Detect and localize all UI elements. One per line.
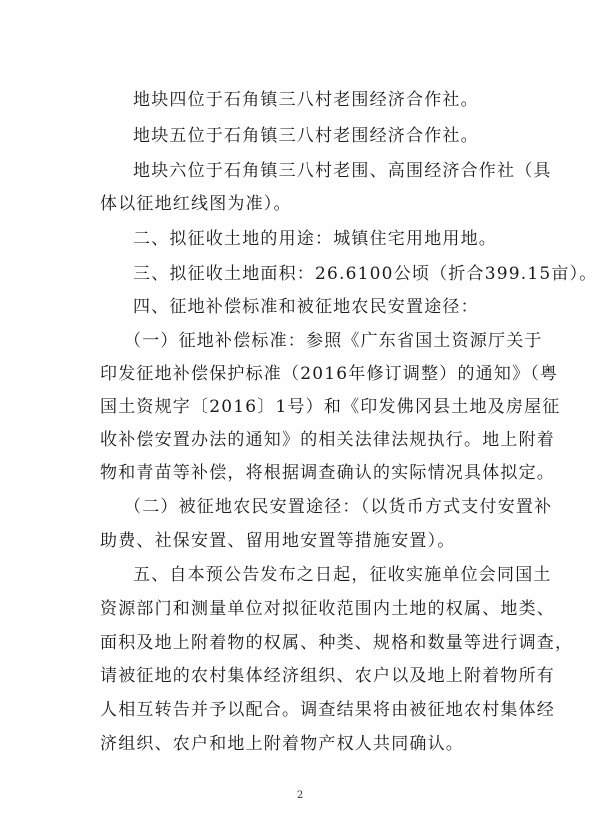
text-line: 地块五位于石角镇三八村老围经济合作社。 [133,126,479,146]
text-line: （二）被征地农民安置途径：（以货币方式支付安置补 [124,497,553,517]
text-line: 印发征地补偿保护标准（2016年修订调整）的通知》（粤 [100,364,559,384]
text-line: 四、征地补偿标准和被征地农民安置途径： [133,297,479,317]
page-number: 2 [296,790,304,801]
text-line: 面积及地上附着物的权属、种类、规格和数量等进行调查， [100,633,574,653]
text-line: 物和青苗等补偿，将根据调查确认的实际情况具体拟定。 [100,463,555,483]
text-line: 地块四位于石角镇三八村老围经济合作社。 [133,90,479,110]
text-line: 体以征地红线图为准）。 [100,194,292,214]
text-line: 人相互转告并予以配合。调查结果将由被征地农村集体经 [100,700,555,720]
text-line: 五、自本预公告发布之日起，征收实施单位会同国土 [133,565,552,585]
text-line: 收补偿安置办法的通知》的相关法律法规执行。地上附着 [100,430,555,450]
text-line: 国土资规字〔2016〕1号）和《印发佛冈县土地及房屋征 [100,397,561,417]
text-line: 资源部门和测量单位对拟征收范围内土地的权属、地类、 [100,599,555,619]
text-line: 请被征地的农村集体经济组织、农户以及地上附着物所有 [100,666,555,686]
text-line: 地块六位于石角镇三八村老围、高围经济合作社（具 [133,161,552,181]
text-line: 济组织、农户和地上附着物产权人共同确认。 [100,734,464,754]
text-line: 二、拟征收土地的用途：城镇住宅用地用地。 [133,229,497,249]
text-line: 助费、社保安置、留用地安置等措施安置）。 [100,531,456,551]
text-line: 三、拟征收土地面积：26.6100公顷（折合399.15亩）。 [133,264,598,284]
text-line: （一）征地补偿标准：参照《广东省国土资源厅关于 [124,331,543,351]
